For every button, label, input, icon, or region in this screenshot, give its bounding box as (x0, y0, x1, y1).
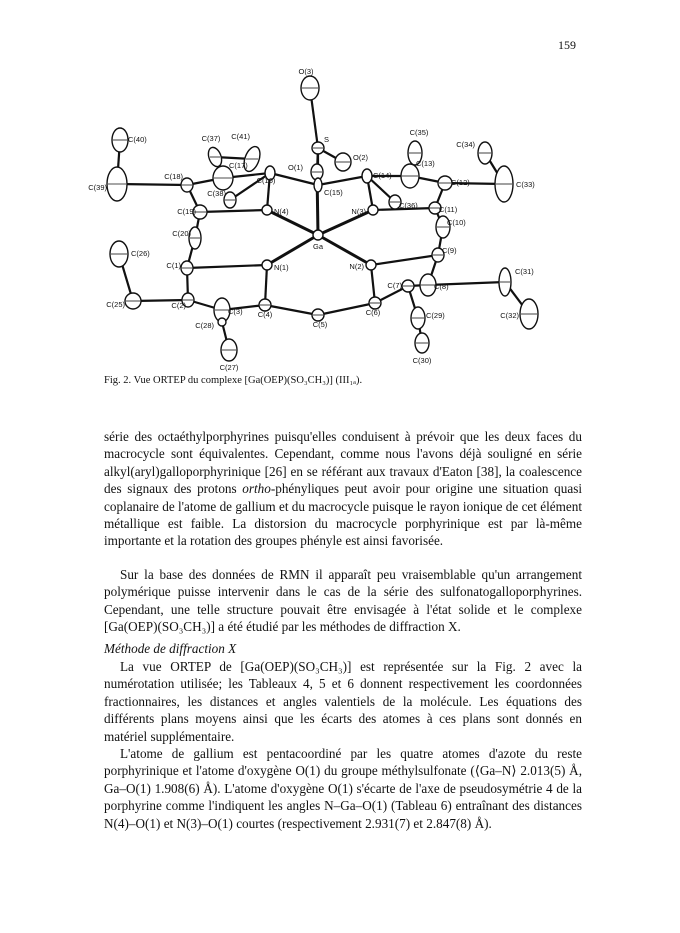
paragraph-1-part-1: série des octaéthylporphyrines puisqu'elles conduisent à prévoir que les deux faces du macrocycle sont équivalentes. Cependant, comme nous l'avons déjà souligné en série alkyl(aryl)galloporphyrinique [26] en se référant aux travaux d'Eaton [38], la coalescence des signaux des protons (104, 429, 582, 497)
atom-label-c9: C(9) (442, 246, 457, 255)
figure-caption (104, 375, 362, 386)
atom-label-c35: C(35) (409, 128, 429, 137)
bond-c4-c5 (265, 305, 318, 315)
atom-label-n1: N(1) (274, 263, 289, 272)
atom-label-n4: N(4) (274, 207, 289, 216)
atom-label-c13: C(13) (416, 159, 435, 168)
section-title: Méthode de diffraction X (104, 641, 237, 656)
atom-label-c36: C(36) (399, 201, 418, 210)
page-number: 159 (558, 38, 576, 52)
atom-label-c3: C(3) (228, 307, 243, 316)
atom-ga (313, 230, 323, 240)
paragraph-2: Sur la base des données de RMN il apparaît peu vraisemblable qu'un arrangement polymérique puisse intervenir dans le cas de la série des sulfonatogalloporphyrines. Cependant, une telle structure pouvait être envisagée à l'état solide et le complexe [Ga(OEP)(SO₃CH₃)] a été étudié par les méthodes de diffraction X. (104, 567, 582, 635)
atom-label-c4: C(4) (257, 310, 273, 319)
atom-label-c8: C(8) (434, 282, 449, 291)
atom-label-c33: C(33) (516, 180, 535, 189)
atom-label-c29: C(29) (426, 311, 445, 320)
atom-label-c11: C(11) (439, 205, 458, 214)
ortep-diagram (88, 60, 565, 372)
atom-c15 (314, 178, 322, 192)
ortep-figure (88, 60, 565, 372)
atom-label-c2: C(2) (171, 301, 186, 310)
atom-n3 (368, 205, 378, 215)
atom-label-c14: C(14) (373, 171, 392, 180)
bond-n2-c9 (371, 255, 438, 265)
atom-label-c27: C(27) (219, 363, 239, 372)
atom-label-c19: C(19) (177, 207, 196, 216)
atom-label-c7: C(7) (387, 281, 402, 290)
atom-label-c17: C(17) (229, 161, 248, 170)
atom-label-c30: C(30) (412, 356, 432, 365)
atom-label-c34: C(34) (456, 140, 475, 149)
atom-n2 (366, 260, 376, 270)
atom-n4 (262, 205, 272, 215)
atom-label-c28: C(28) (195, 321, 214, 330)
atoms-group (107, 76, 538, 361)
atom-label-c5: C(5) (312, 320, 328, 329)
bond-n1-c1 (187, 265, 267, 268)
atom-label-c15: C(15) (324, 188, 343, 197)
atom-c28 (218, 318, 226, 326)
atom-label-c12: C(12) (451, 178, 470, 187)
atom-label-c16: C(16) (256, 176, 276, 185)
caption-formula: [Ga(OEP)(SO₃CH₃)] (III₁ₐ). (244, 375, 363, 386)
bond-n4-c19 (200, 210, 267, 212)
paragraph-1 (104, 428, 582, 550)
atom-label-o3: O(3) (298, 67, 314, 76)
bond-ga-n2 (318, 235, 371, 265)
atom-n1 (262, 260, 272, 270)
atom-label-c32: C(32) (500, 311, 519, 320)
paragraph-4: L'atome de gallium est pentacoordiné par les quatre atomes d'azote du reste porphyrinique et l'atome d'oxygène O(1) du groupe méthylsulfonate (⟨Ga–N⟩ 2.013(5) Å, Ga–O(1) 1.908(6) Å). L'atome d'oxygène O(1) s'écarte de l'axe de pseudosymétrie 4 de la porphyrine comme l'indiquent les angles N–Ga–O(1) (Tableau 6) entraînant des distances N(4)–O(1) et N(3)–O(1) courtes (respectivement 2.931(7) et 2.847(8) Å). (104, 746, 582, 831)
caption-prefix: Fig. 2. Vue ORTEP du complexe (104, 375, 245, 386)
atom-label-c38: C(38) (207, 189, 226, 198)
atom-label-s: S (324, 135, 330, 144)
atom-label-c31: C(31) (515, 267, 534, 276)
atom-label-o2: O(2) (353, 153, 368, 162)
atom-label-c1: C(1) (166, 261, 181, 270)
bond-c15-c14 (318, 176, 367, 185)
atom-label-n3: N(3) (351, 207, 366, 216)
atom-label-c40: C(40) (128, 135, 147, 144)
paragraph-1-italic: ortho (242, 481, 271, 497)
atom-label-c18: C(18) (164, 172, 183, 181)
atom-label-c6: C(6) (365, 308, 381, 317)
atom-label-o1: O(1) (288, 163, 303, 172)
atom-label-ga: Ga (312, 242, 324, 251)
atom-label-c20: C(20) (172, 229, 191, 238)
atom-label-c26: C(26) (131, 249, 150, 258)
atom-label-c25: C(25) (106, 300, 125, 309)
atom-label-c41: C(41) (231, 132, 250, 141)
atom-label-n2: N(2) (349, 262, 364, 271)
atom-label-c10: C(10) (447, 218, 466, 227)
atom-label-c39: C(39) (88, 183, 107, 192)
paragraph-1-part-2: -phényliques peut avoir pour origine une situation quasi coplanaire de l'atome de gallium et du macrocycle puisque le rayon ionique de cet élément métallique est faible. La distorsion du macrocycle porphyrinique est par là-même importante et la rotation des groupes phényle est ainsi favorisée. (104, 481, 582, 549)
atom-labels-group (88, 67, 535, 372)
atom-c14 (362, 169, 372, 183)
atom-label-c37: C(37) (201, 134, 221, 143)
bond-ga-n1 (267, 235, 318, 265)
paragraph-3: La vue ORTEP de [Ga(OEP)(SO₃CH₃)] est représentée sur la Fig. 2 avec la numérotation utilisée; les Tableaux 4, 5 et 6 donnent respectivement les coordonnées fractionnaires, les distances et angles valentiels de la molécule. Les équations des différents plans moyens ainsi que les écarts des atomes à ces plans sont donnés en matériel supplémentaire. (104, 659, 582, 744)
